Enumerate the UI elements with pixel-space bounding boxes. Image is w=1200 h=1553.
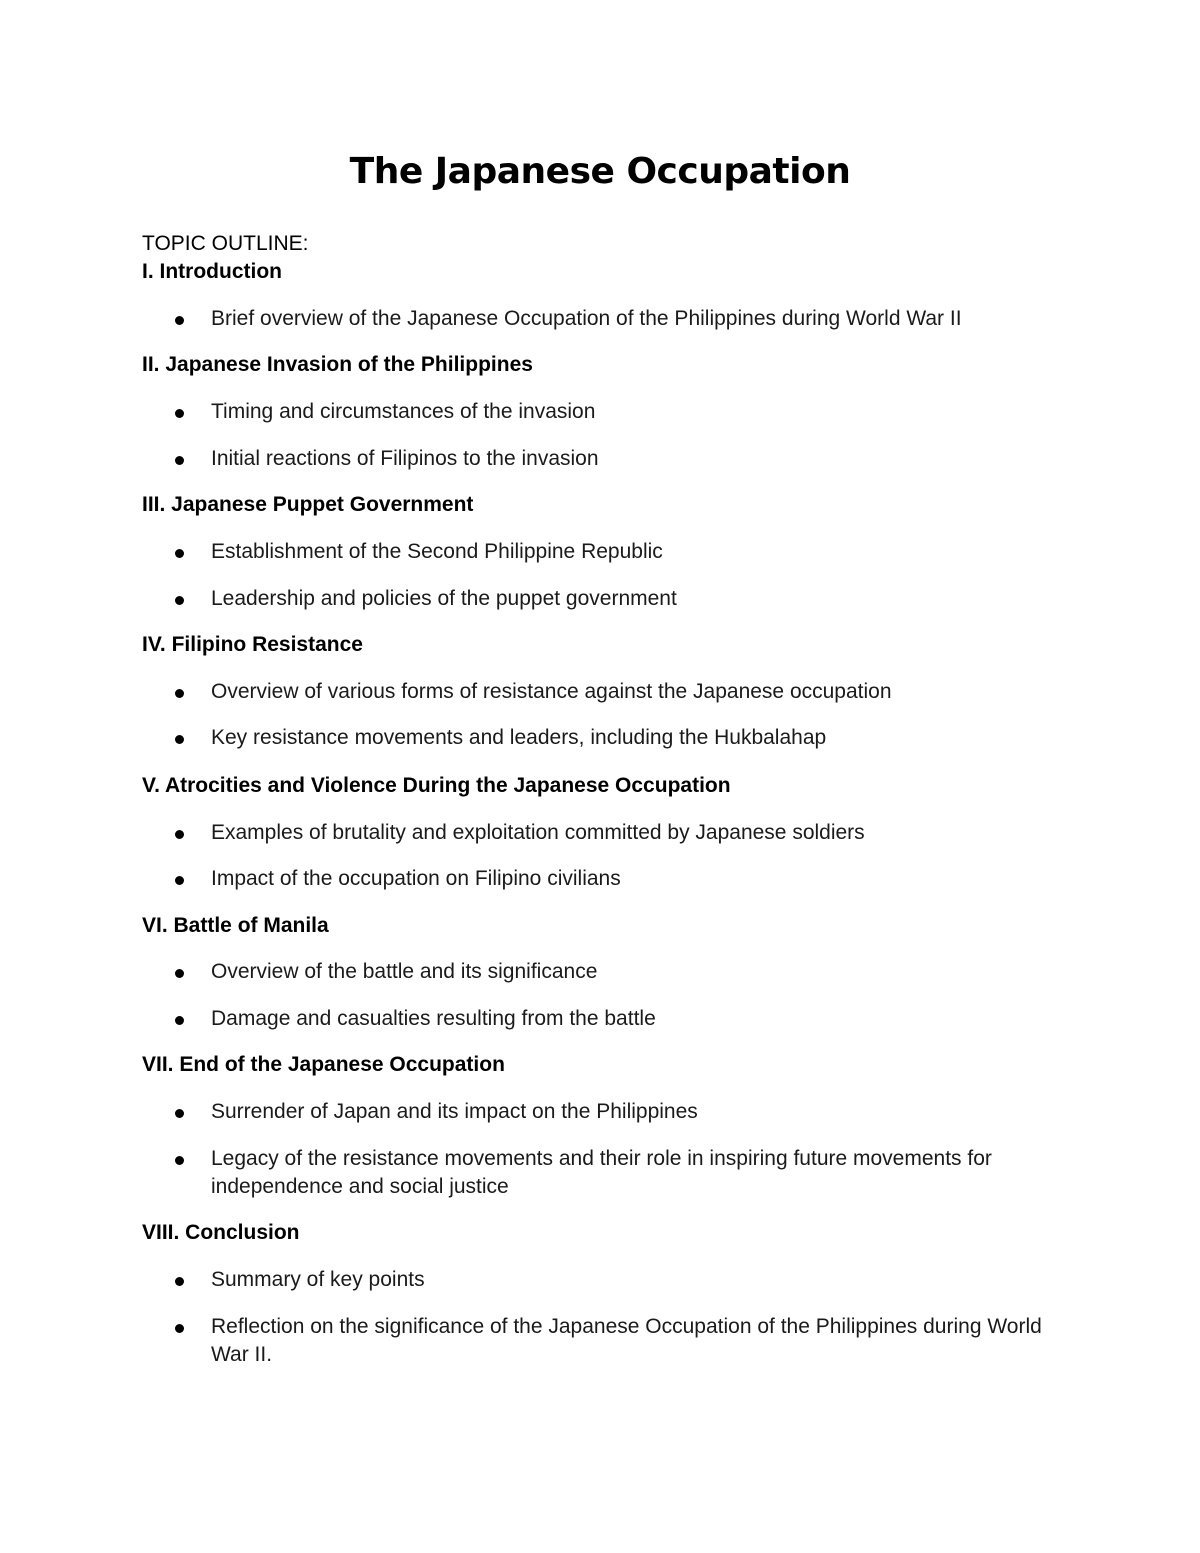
- list-item-text: Overview of the battle and its significance: [211, 960, 598, 983]
- bullet-icon: [175, 1277, 184, 1286]
- bullet-icon: [175, 830, 184, 839]
- list-item-text: Examples of brutality and exploitation committed by Japanese soldiers: [211, 821, 865, 844]
- bullet-icon: [175, 735, 184, 744]
- bullet-icon: [175, 456, 184, 465]
- section-heading-resistance: IV. Filipino Resistance: [142, 633, 363, 656]
- bullet-icon: [175, 689, 184, 698]
- bullet-icon: [175, 969, 184, 978]
- list-item-text: Surrender of Japan and its impact on the Philippines: [211, 1100, 698, 1123]
- section-heading-end-of-occupation: VII. End of the Japanese Occupation: [142, 1053, 505, 1076]
- document-title: The Japanese Occupation: [349, 151, 851, 192]
- list-item-text: Overview of various forms of resistance against the Japanese occupation: [211, 680, 892, 703]
- bullet-icon: [175, 409, 184, 418]
- bullet-icon: [175, 1156, 184, 1165]
- list-item-text: Damage and casualties resulting from the battle: [211, 1007, 656, 1030]
- list-item-text: Brief overview of the Japanese Occupation of the Philippines during World War II: [211, 307, 962, 330]
- list-item-text: Summary of key points: [211, 1268, 425, 1291]
- list-item-text: Legacy of the resistance movements and their role in inspiring future movements for independence and social justice: [211, 1147, 992, 1198]
- bullet-icon: [175, 549, 184, 558]
- bullet-icon: [175, 876, 184, 885]
- list-item-text: Key resistance movements and leaders, including the Hukbalahap: [211, 726, 827, 749]
- bullet-icon: [175, 1109, 184, 1118]
- section-heading-introduction: I. Introduction: [142, 260, 282, 283]
- section-heading-conclusion: VIII. Conclusion: [142, 1221, 300, 1244]
- list-item-text: Timing and circumstances of the invasion: [211, 400, 596, 423]
- list-item-text: Initial reactions of Filipinos to the invasion: [211, 447, 599, 470]
- topic-outline-label: TOPIC OUTLINE:: [142, 232, 309, 255]
- section-heading-atrocities: V. Atrocities and Violence During the Japanese Occupation: [142, 774, 731, 797]
- section-heading-puppet-government: III. Japanese Puppet Government: [142, 493, 474, 516]
- bullet-icon: [175, 1016, 184, 1025]
- list-item-text: Establishment of the Second Philippine Republic: [211, 540, 663, 563]
- bullet-icon: [175, 316, 184, 325]
- section-heading-invasion: II. Japanese Invasion of the Philippines: [142, 353, 533, 376]
- bullet-icon: [175, 1324, 184, 1333]
- list-item-text: Reflection on the significance of the Japanese Occupation of the Philippines during World War II.: [211, 1315, 1042, 1366]
- list-item-text: Leadership and policies of the puppet government: [211, 587, 677, 610]
- section-heading-battle-of-manila: VI. Battle of Manila: [142, 914, 329, 937]
- list-item-text: Impact of the occupation on Filipino civilians: [211, 867, 621, 890]
- bullet-icon: [175, 596, 184, 605]
